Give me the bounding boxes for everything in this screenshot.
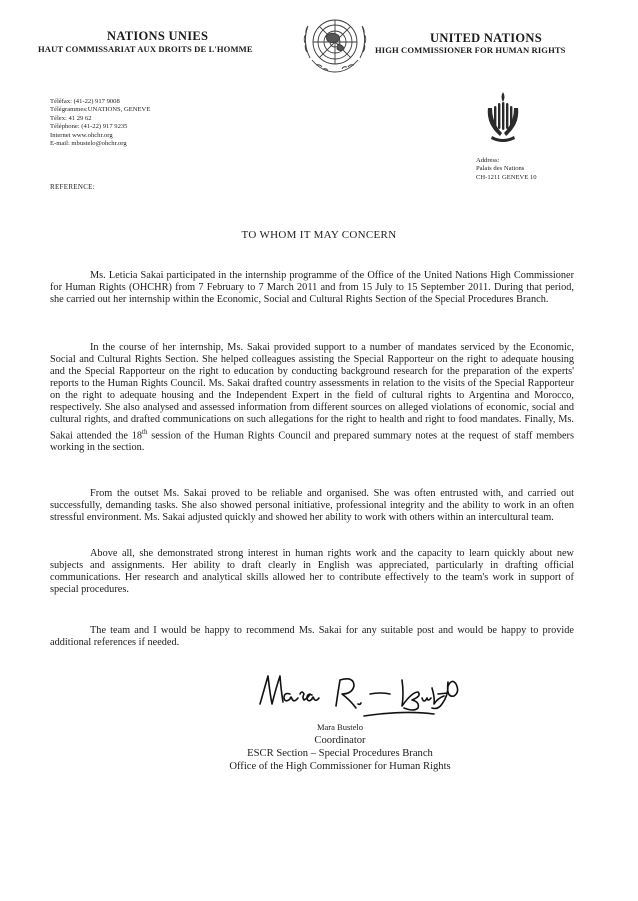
paragraph-5: The team and I would be happy to recommend Ms. Sakai for any suitable post and would be happy to provide additional references if needed. xyxy=(50,625,574,648)
paragraph-2-text: In the course of her internship, Ms. Sakai provided support to a number of mandates serviced by the Economic, Social and Cultural Rights Section. She helped colleagues assisting the Special Rapporteur on the right to adequate housing and the Special Rapporteur on the right to education by conducting background research for the preparation of the experts' reports to the Human Rights Council. Ms. Sakai drafted country assessments in relation to the visits of the Special Rapporteur on the right to adequate housing and the Independent Expert in the field of cultural rights to Argentina and Morocco, respectively. She also analysed and assessed information from different sources on alleged violations of economic, social and cultural rights, and drafted communications on such allegations for the right to health and right to food mandates. Finally, Ms. Sakai attended the 18 xyxy=(50,342,574,442)
contact-internet: Internet www.ohchr.org xyxy=(50,131,113,139)
address-block xyxy=(476,157,537,182)
paragraph-1: Ms. Leticia Sakai participated in the internship programme of the Office of the United Nations High Commissioner for Human Rights (OHCHR) from 7 February to 7 March 2011 and from 15 July to 15 September 2011. During that period, she carried out her internship within the Economic, Social and Cultural Rights Section of the Special Procedures Branch. xyxy=(50,270,574,305)
contact-block xyxy=(50,98,150,148)
contact-telex: Télex: 41 29 62 xyxy=(50,114,92,122)
handwritten-signature xyxy=(254,664,464,724)
paragraph-2-text-end: session of the Human Rights Council and prepared summary notes at the request of staff members working in the section. xyxy=(50,430,574,454)
paragraph-2-ordinal: th xyxy=(142,428,148,436)
contact-email: E-mail: mbustelo@ohchr.org xyxy=(50,140,127,148)
letterhead-right-subtitle: HIGH COMMISSIONER FOR HUMAN RIGHTS xyxy=(375,45,566,55)
paragraph-3: From the outset Ms. Sakai proved to be reliable and organised. She was often entrusted with, and carried out successfully, demanding tasks. She also showed personal initiative, professional integrity and the ability to work in an often stressful environment. Ms. Sakai adjusted quickly and showed her ability to work with others within an intercultural team. xyxy=(50,488,574,523)
un-emblem-icon xyxy=(296,8,374,86)
letterhead-right-title: UNITED NATIONS xyxy=(430,31,542,45)
paragraph-2 xyxy=(50,342,574,454)
letterhead-left-subtitle: HAUT COMMISSARIAT AUX DROITS DE L'HOMME xyxy=(38,44,253,54)
signatory-name: Mara Bustelo xyxy=(316,722,364,732)
address-label: Address: xyxy=(476,157,500,164)
address-line-2: CH-1211 GENEVE 10 xyxy=(476,173,537,181)
letter-heading: TO WHOM IT MAY CONCERN xyxy=(241,229,397,241)
paragraph-4: Above all, she demonstrated strong interest in human rights work and the capacity to learn quickly about new subjects and assignments. Her ability to draft clearly in English was appreciated, particularly in drafting official communications. Her research and analytical skills allowed her to contribute effectively to the team's work in support of special procedures. xyxy=(50,548,574,595)
ohchr-hands-icon xyxy=(480,90,526,144)
reference-label: REFERENCE: xyxy=(50,183,96,191)
contact-fax: Téléfax: (41-22) 917 9008 xyxy=(50,98,120,105)
signatory-section: ESCR Section – Special Procedures Branch xyxy=(247,748,433,759)
signatory-title: Coordinator xyxy=(314,735,366,746)
signature-block xyxy=(120,721,560,773)
address-line-1: Palais des Nations xyxy=(476,165,525,173)
signatory-office: Office of the High Commissioner for Human Rights xyxy=(229,761,451,772)
contact-phone: Téléphone: (41-22) 917 9235 xyxy=(50,123,128,131)
contact-telegram: Télégrammes:UNATIONS, GENEVE xyxy=(50,106,151,114)
letterhead-left-title: NATIONS UNIES xyxy=(107,29,209,43)
